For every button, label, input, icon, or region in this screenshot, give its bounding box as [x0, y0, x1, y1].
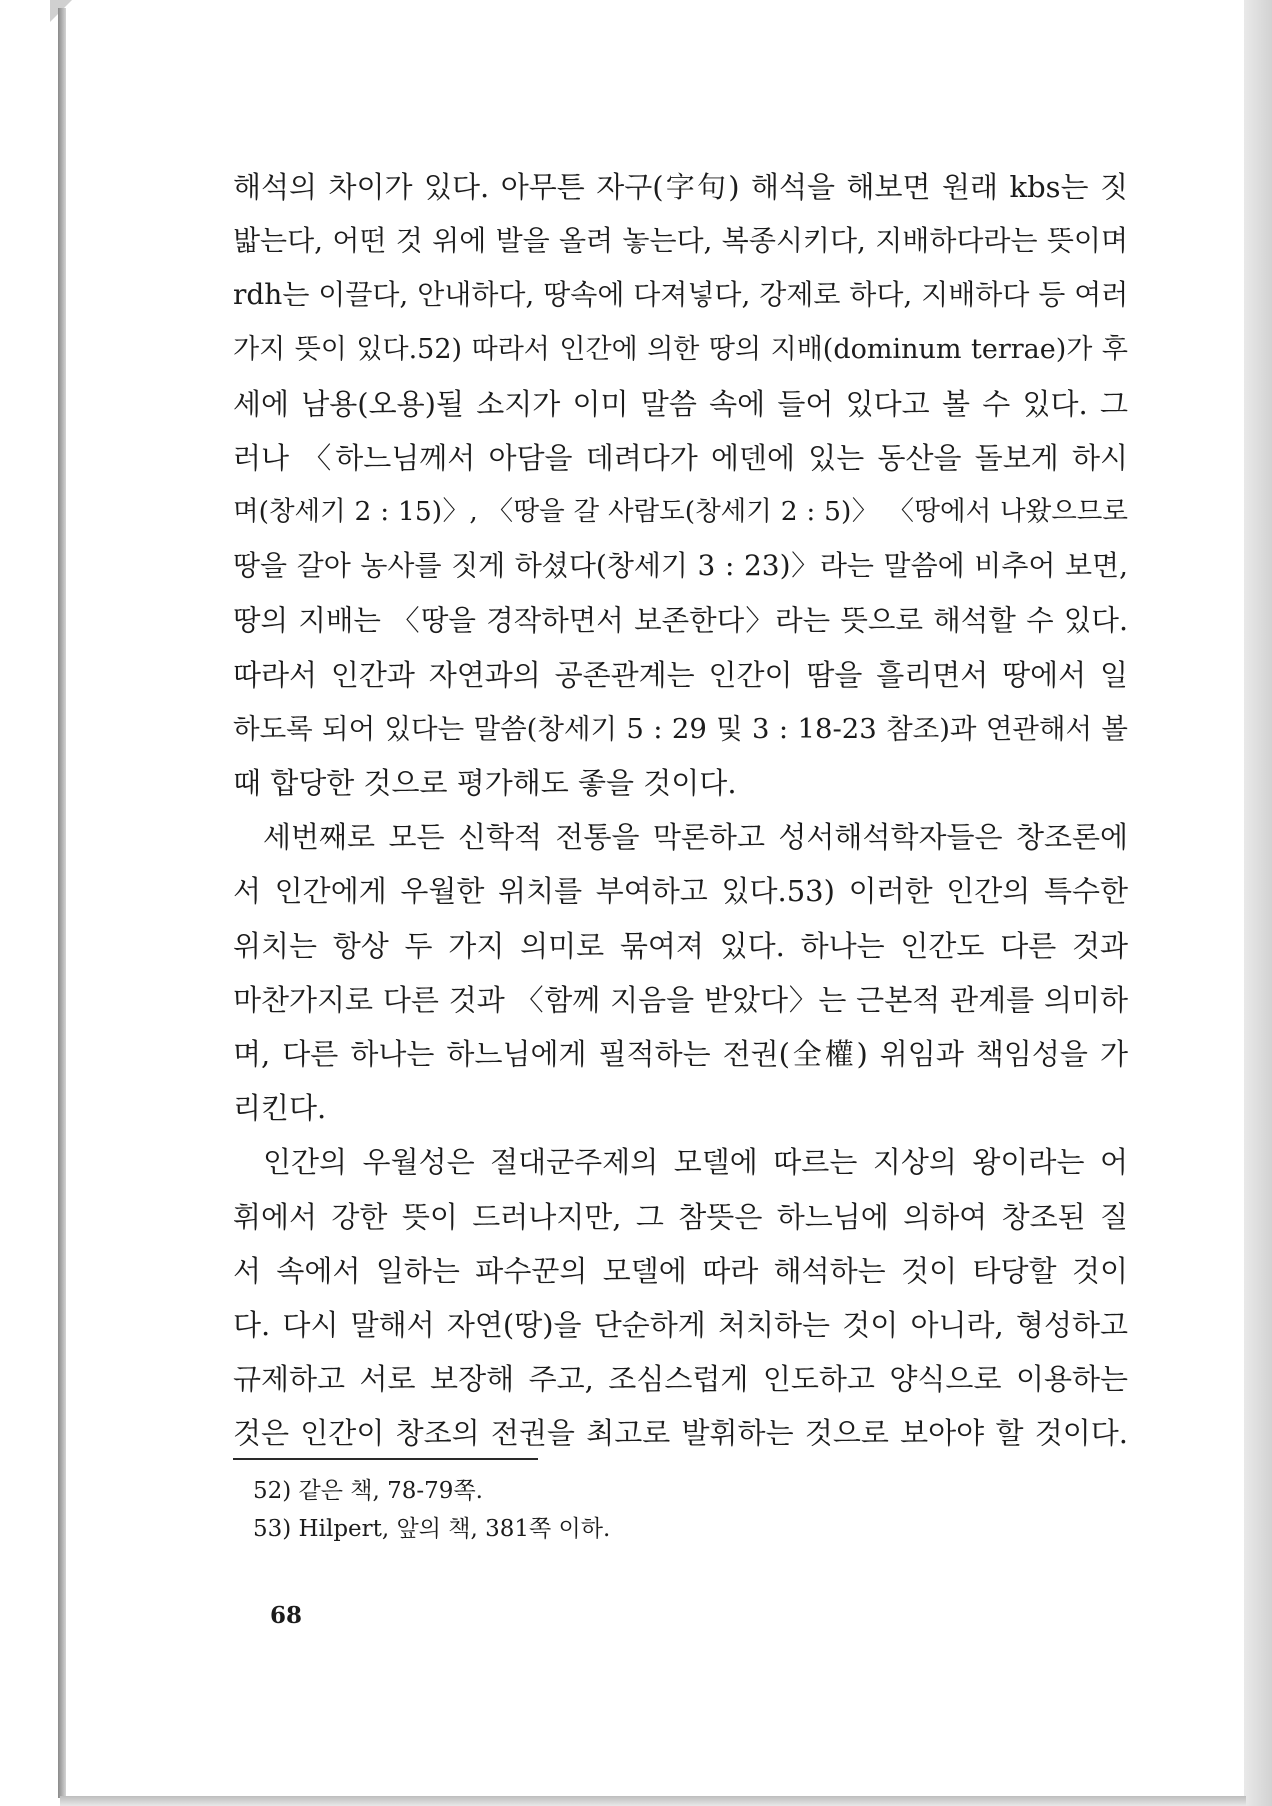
text-line: 서 속에서 일하는 파수꾼의 모델에 따라 해석하는 것이 타당할 것이 [233, 1253, 1128, 1288]
text-line: 리킨다. [233, 1091, 327, 1126]
text-line: 것은 인간이 창조의 전권을 최고로 발휘하는 것으로 보아야 할 것이다. [233, 1416, 1128, 1451]
footnote: 53) Hilpert, 앞의 책, 381쪽 이하. [253, 1516, 611, 1542]
text-line: 다. 다시 말해서 자연(땅)을 단순하게 처치하는 것이 아니라, 형성하고 [233, 1307, 1128, 1342]
text-line: 마찬가지로 다른 것과 〈함께 지음을 받았다〉는 근본적 관계를 의미하 [233, 982, 1128, 1017]
text-line: 땅을 갈아 농사를 짓게 하셨다(창세기 3 : 23)〉라는 말씀에 비추어 보면, [233, 549, 1128, 583]
page-number: 68 [270, 1602, 303, 1629]
text-line: 땅의 지배는 〈땅을 경작하면서 보존한다〉라는 뜻으로 해석할 수 있다. [233, 603, 1128, 637]
text-line: rdh는 이끌다, 안내하다, 땅속에 다져넣다, 강제로 하다, 지배하다 등 여러 [233, 278, 1129, 312]
text-line: 며(창세기 2 : 15)〉, 〈땅을 갈 사람도(창세기 2 : 5)〉 〈땅에서 나왔으므로 [233, 496, 1128, 528]
text-line: 휘에서 강한 뜻이 드러나지만, 그 참뜻은 하느님에 의하여 창조된 질 [233, 1199, 1128, 1234]
text-line: 규제하고 서로 보장해 주고, 조심스럽게 인도하고 양식으로 이용하는 [233, 1362, 1128, 1397]
footnotes [253, 1472, 1053, 1548]
text-line: 하도록 되어 있다는 말씀(창세기 5 : 29 및 3 : 18-23 참조)과 연관해서 볼 [233, 712, 1128, 745]
footnote: 52) 같은 책, 78-79쪽. [253, 1478, 483, 1504]
text-line: 세번째로 모든 신학적 전통을 막론하고 성서해석학자들은 창조론에 [263, 820, 1128, 855]
text-line: 세에 남용(오용)될 소지가 이미 말씀 속에 들어 있다고 볼 수 있다. 그 [233, 386, 1128, 421]
text-line: 따라서 인간과 자연과의 공존관계는 인간이 땀을 흘리면서 땅에서 일 [233, 657, 1128, 692]
body-text [233, 160, 1128, 1461]
text-line: 위치는 항상 두 가지 의미로 묶여져 있다. 하나는 인간도 다른 것과 [233, 928, 1128, 963]
page-edge-right [1244, 0, 1272, 1806]
page-edge-bottom [60, 1796, 1246, 1806]
text-line: 서 인간에게 우월한 위치를 부여하고 있다.53) 이러한 인간의 특수한 [233, 874, 1128, 909]
footnote-divider [233, 1458, 538, 1460]
text-line: 가지 뜻이 있다.52) 따라서 인간에 의한 땅의 지배(dominum terrae)가 후 [233, 333, 1128, 365]
text-line: 인간의 우월성은 절대군주제의 모델에 따르는 지상의 왕이라는 어 [263, 1145, 1128, 1180]
text-line: 러나 〈하느님께서 아담을 데려다가 에덴에 있는 동산을 돌보게 하시 [233, 440, 1128, 475]
text-line: 해석의 차이가 있다. 아무튼 자구(字句) 해석을 해보면 원래 kbs는 짓 [233, 170, 1128, 204]
text-line: 밟는다, 어떤 것 위에 발을 올려 놓는다, 복종시키다, 지배하다라는 뜻이며 [233, 224, 1128, 258]
text-line: 며, 다른 하나는 하느님에게 필적하는 전권(全權) 위임과 책임성을 가 [233, 1037, 1128, 1071]
text-line: 때 합당한 것으로 평가해도 좋을 것이다. [233, 766, 737, 801]
